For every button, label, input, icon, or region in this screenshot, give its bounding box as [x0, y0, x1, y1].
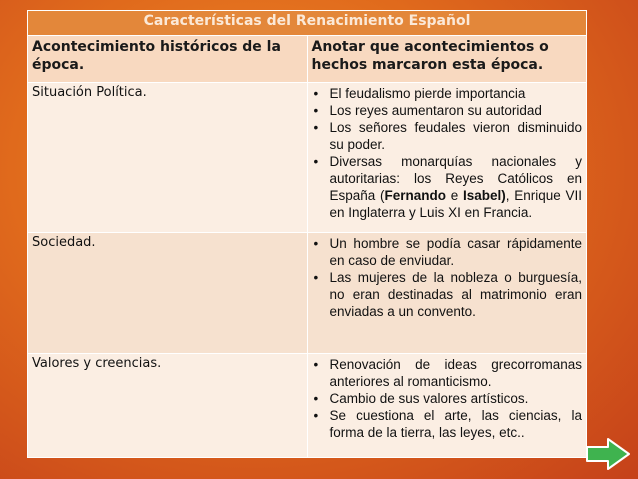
list-item: • Los reyes aumentaron su autoridad	[312, 102, 583, 119]
list-item: • Los señores feudales vieron disminuido su poder.	[312, 119, 583, 153]
row-content-politics	[307, 83, 587, 233]
right-arrow-icon	[584, 437, 632, 471]
list-item	[312, 153, 583, 221]
name-fernando: Fernando	[384, 188, 447, 203]
row-label-politics: Situación Política.	[28, 83, 308, 233]
list-item: • Cambio de sus valores artísticos.	[312, 390, 583, 407]
row-content-values	[307, 354, 587, 458]
list-item: • Renovación de ideas grecorromanas anteriores al romanticismo.	[312, 356, 583, 390]
list-item-text: e	[446, 188, 463, 203]
row-content-society	[307, 233, 587, 354]
header-events: Acontecimiento históricos de la época.	[28, 36, 308, 83]
name-isabel: Isabel)	[462, 188, 506, 203]
list-item-text: , Enrique VII en Inglaterra y Luis XI en Francia.	[329, 188, 582, 220]
list-item: • Un hombre se podía casar rápidamente en caso de enviudar.	[312, 235, 583, 269]
row-label-society: Sociedad.	[28, 233, 308, 354]
list-item-text: Diversas monarquías nacionales y autoritarias: los Reyes Católicos en España (	[329, 154, 582, 203]
header-notes: Anotar que acontecimientos o hechos marcaron esta época.	[307, 36, 587, 83]
list-item: • Las mujeres de la nobleza o burguesía, no eran destinadas al matrimonio eran enviadas a un convento.	[312, 269, 583, 320]
characteristics-table	[27, 10, 587, 458]
list-item: • Se cuestiona el arte, las ciencias, la forma de la tierra, las leyes, etc..	[312, 407, 583, 441]
next-slide-button[interactable]	[584, 437, 632, 471]
list-item: • El feudalismo pierde importancia	[312, 85, 583, 102]
table-title: Características del Renacimiento Español	[28, 11, 587, 36]
row-label-values: Valores y creencias.	[28, 354, 308, 458]
